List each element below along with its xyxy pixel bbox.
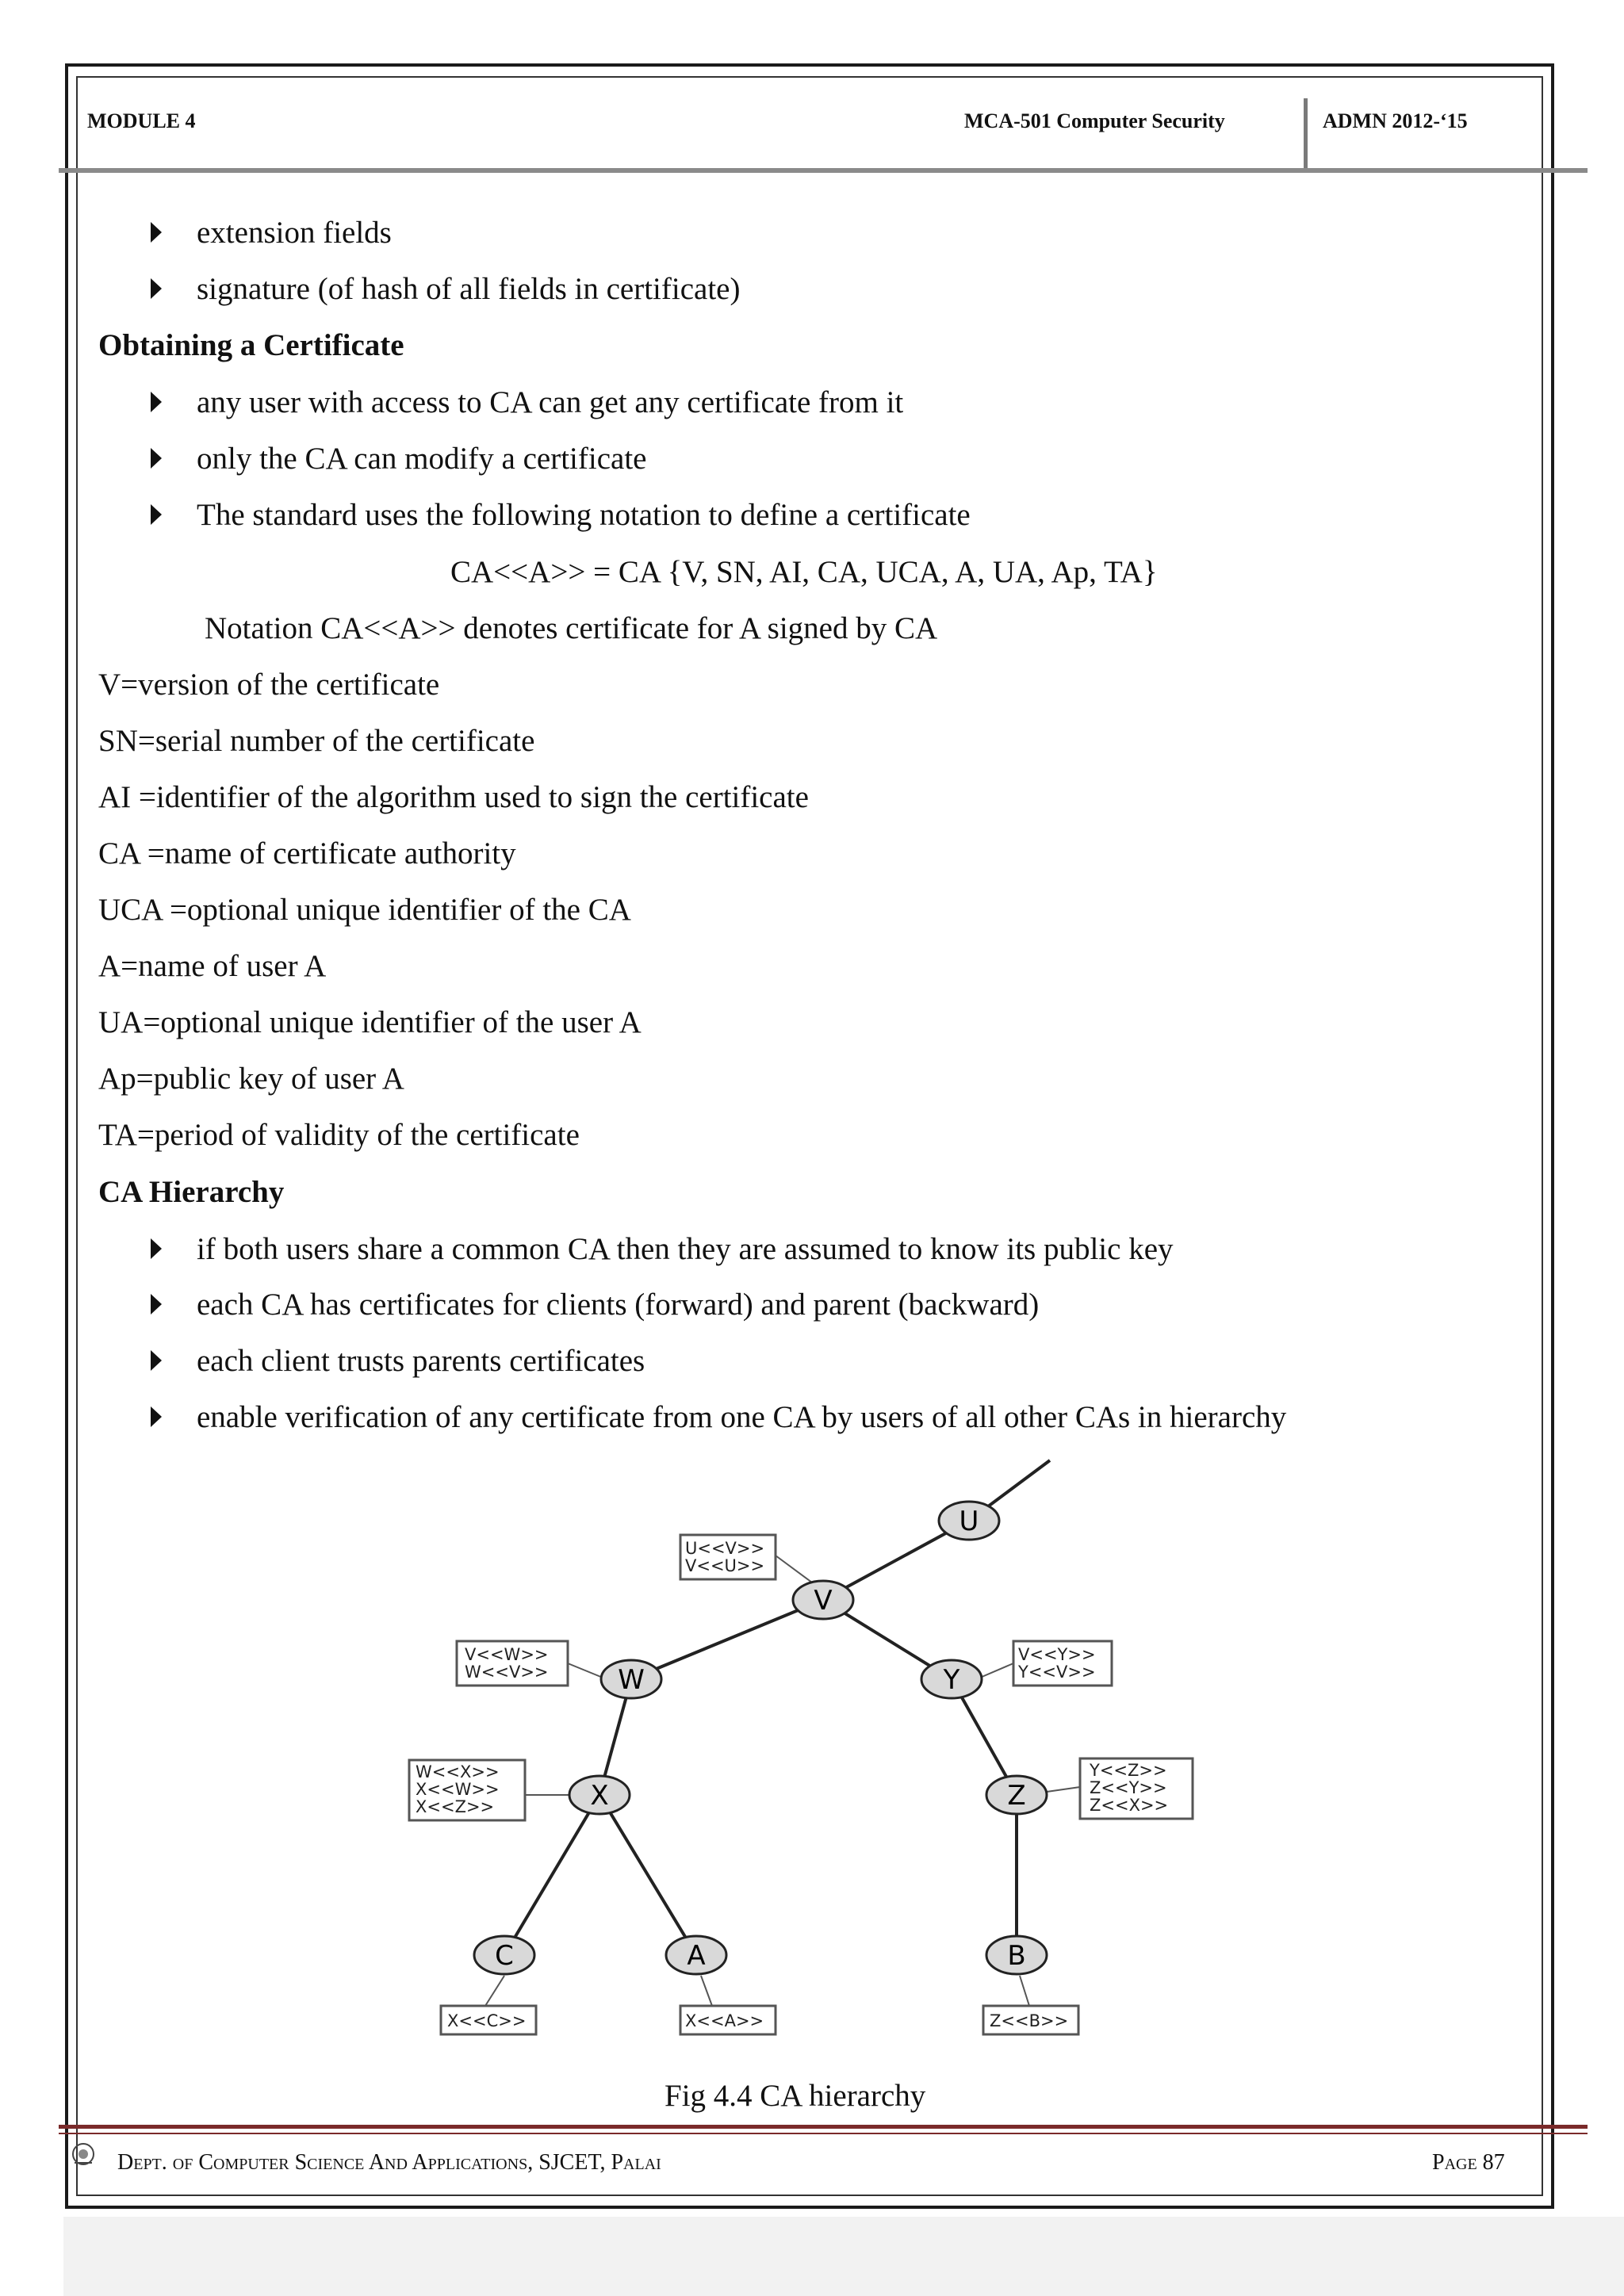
notation-note: Notation CA<<A>> denotes certificate for A signed by CA: [205, 611, 938, 645]
cert-label: Z<<Y>>: [1090, 1778, 1167, 1797]
list-item: each CA has certificates for clients (forward) and parent (backward): [197, 1288, 1040, 1322]
definition-line: UCA =optional unique identifier of the CA: [98, 893, 631, 927]
cert-label: U<<V>>: [685, 1539, 765, 1558]
cert-label: Z<<X>>: [1090, 1796, 1169, 1815]
cert-label: Z<<B>>: [990, 2011, 1069, 2030]
node-label: V: [814, 1585, 833, 1617]
connector-c: [485, 1976, 504, 2006]
list-item: any user with access to CA can get any certificate from it: [197, 385, 904, 419]
cert-label: W<<X>>: [416, 1762, 500, 1781]
heading-obtaining-certificate: Obtaining a Certificate: [98, 328, 404, 362]
footer-page-number: Page 87: [1432, 2150, 1505, 2175]
cert-label: X<<Z>>: [416, 1797, 495, 1816]
connector-v: [776, 1556, 812, 1582]
definition-line: CA =name of certificate authority: [98, 836, 516, 871]
edge-v-w: [631, 1600, 823, 1679]
header-admn: ADMN 2012-‘15: [1323, 109, 1468, 132]
node-label: A: [687, 1940, 706, 1972]
header-module: MODULE 4: [87, 109, 196, 132]
connector-b: [1020, 1976, 1029, 2006]
node-label: X: [590, 1780, 609, 1812]
definition-line: A=name of user A: [98, 949, 327, 983]
list-item: signature (of hash of all fields in certificate): [197, 272, 741, 306]
node-label: C: [495, 1940, 514, 1972]
figure-caption: Fig 4.4 CA hierarchy: [665, 2079, 926, 2113]
list-item: extension fields: [197, 216, 392, 250]
cert-label: W<<V>>: [465, 1663, 549, 1682]
connector-z: [1047, 1787, 1080, 1792]
edge-x-a: [599, 1795, 696, 1955]
definition-line: TA=period of validity of the certificate: [98, 1118, 580, 1152]
definition-line: Ap=public key of user A: [98, 1062, 404, 1096]
definition-line: SN=serial number of the certificate: [98, 724, 535, 758]
footer-rule: [59, 2125, 1588, 2129]
definition-line: V=version of the certificate: [98, 668, 440, 702]
node-label: W: [618, 1664, 645, 1696]
cert-label: X<<A>>: [685, 2011, 764, 2030]
cert-label: X<<W>>: [416, 1780, 500, 1799]
node-label: B: [1007, 1940, 1026, 1972]
footer-department: Dept. of Computer Science And Applications, SJCET, Palai: [117, 2150, 661, 2175]
list-item: enable verification of any certificate from one CA by users of all other CAs in hierarchy: [197, 1400, 1287, 1434]
list-item: each client trusts parents certificates: [197, 1344, 645, 1378]
cert-label: Y<<Z>>: [1090, 1761, 1167, 1780]
list-item: if both users share a common CA then they are assumed to know its public key: [197, 1232, 1174, 1266]
cert-label: V<<Y>>: [1018, 1645, 1096, 1664]
cert-label: X<<C>>: [447, 2011, 527, 2030]
node-label: Z: [1007, 1780, 1026, 1812]
connector-w: [568, 1663, 603, 1678]
header-course: MCA-501 Computer Security: [964, 109, 1225, 132]
definition-line: UA=optional unique identifier of the user A: [98, 1005, 642, 1039]
footer-rule-thin: [59, 2133, 1588, 2134]
list-item: The standard uses the following notation to define a certificate: [197, 498, 971, 532]
cert-label: V<<U>>: [685, 1556, 765, 1575]
college-logo-icon: [70, 2141, 97, 2168]
node-label: U: [959, 1506, 979, 1537]
certificate-formula: CA<<A>> = CA {V, SN, AI, CA, UCA, A, UA, Ap, TA}: [450, 555, 1158, 589]
connector-a: [701, 1976, 712, 2006]
definition-line: AI =identifier of the algorithm used to sign the certificate: [98, 780, 809, 814]
heading-ca-hierarchy: CA Hierarchy: [98, 1175, 285, 1209]
cert-label: V<<W>>: [465, 1645, 549, 1664]
cert-label: Y<<V>>: [1018, 1663, 1096, 1682]
connector-y: [980, 1663, 1013, 1678]
node-label: Y: [943, 1664, 960, 1696]
list-item: only the CA can modify a certificate: [197, 442, 647, 476]
